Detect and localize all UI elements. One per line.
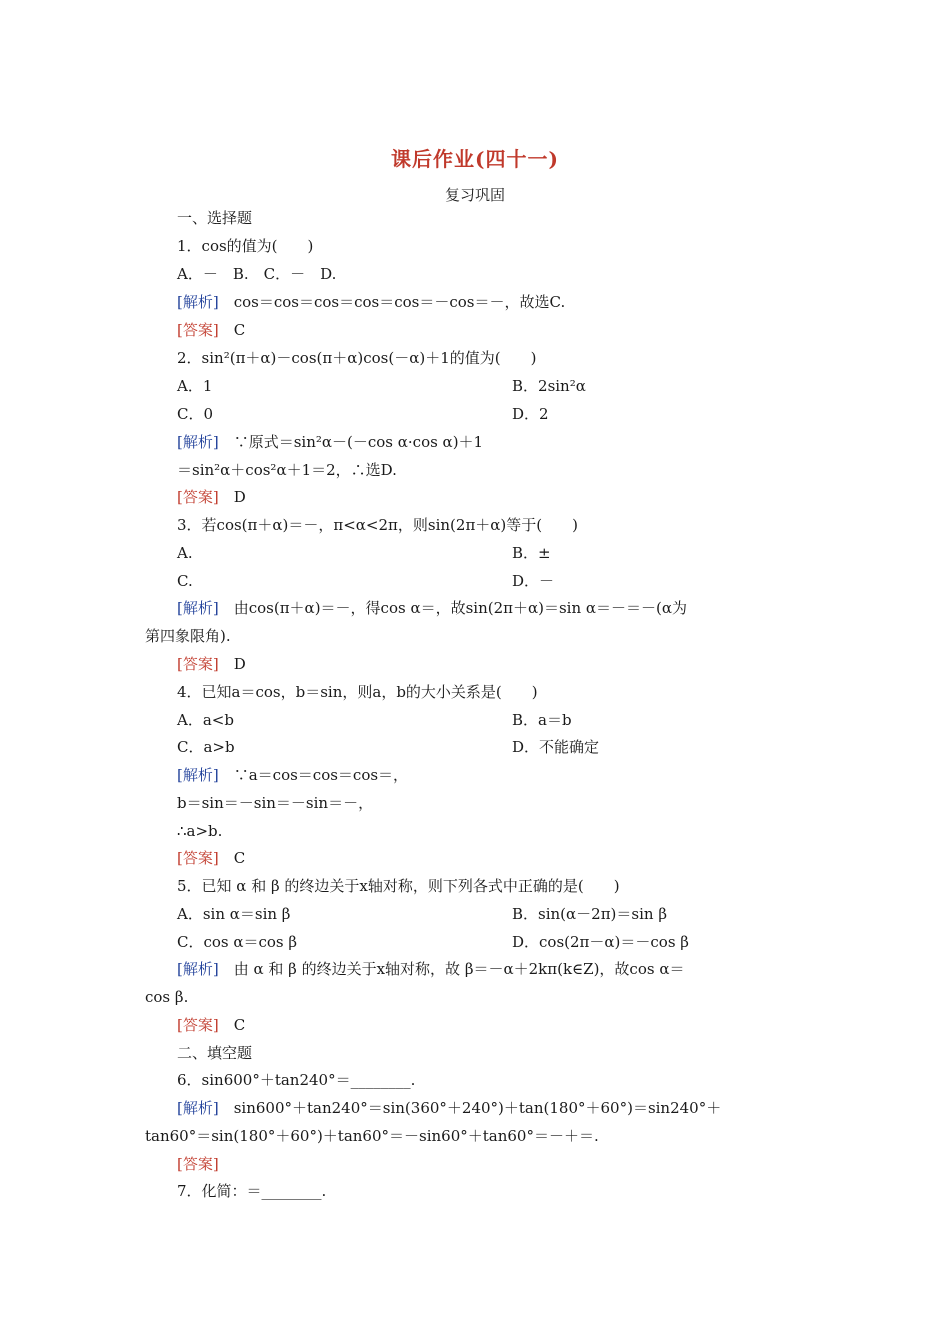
q2-option-b: B．2sin²α bbox=[512, 377, 586, 395]
analysis-tag: [解析] bbox=[177, 599, 219, 617]
analysis-tag: [解析] bbox=[177, 766, 219, 784]
q4-analysis bbox=[177, 765, 408, 785]
q7-stem: 7．化简：＝________. bbox=[177, 1182, 327, 1200]
answer-tag: [答案] bbox=[177, 849, 219, 867]
q5-answer bbox=[177, 1015, 245, 1035]
section-heading-fill: 二、填空题 bbox=[177, 1044, 253, 1062]
q5-stem: 5．已知 α 和 β 的终边关于x轴对称，则下列各式中正确的是( ) bbox=[177, 877, 620, 895]
q6-answer bbox=[177, 1154, 219, 1174]
q3-answer-text: D bbox=[218, 655, 246, 673]
q3-analysis bbox=[177, 598, 687, 618]
q4-answer bbox=[177, 848, 245, 868]
q1-answer bbox=[177, 320, 245, 340]
q2-stem: 2．sin²(π＋α)－cos(π＋α)cos(－α)＋1的值为( ) bbox=[177, 349, 537, 367]
q5-option-a: A．sin α＝sin β bbox=[177, 905, 291, 923]
q1-analysis-text: cos＝cos＝cos＝cos＝cos＝－cos＝－，故选C. bbox=[218, 293, 566, 311]
q2-option-c: C．0 bbox=[177, 405, 214, 423]
q4-option-a: A．a<b bbox=[177, 711, 234, 729]
answer-tag: [答案] bbox=[177, 1155, 219, 1173]
q5-option-b: B．sin(α－2π)＝sin β bbox=[512, 905, 668, 923]
q6-analysis-line2: tan60°＝sin(180°＋60°)＋tan60°＝－sin60°＋tan60°＝－＋＝. bbox=[145, 1127, 599, 1145]
q5-option-c: C．cos α＝cos β bbox=[177, 933, 298, 951]
q4-analysis-text: ∵a＝cos＝cos＝cos＝， bbox=[218, 766, 409, 784]
answer-tag: [答案] bbox=[177, 655, 219, 673]
q2-analysis-line2: ＝sin²α＋cos²α＋1＝2，∴选D. bbox=[177, 461, 397, 479]
page-subtitle: 复习巩固 bbox=[444, 186, 505, 204]
q4-option-c: C．a>b bbox=[177, 738, 235, 756]
q5-analysis-text: 由 α 和 β 的终边关于x轴对称，故 β＝－α＋2kπ(k∈Z)，故cos α＝ bbox=[218, 960, 685, 978]
q1-answer-text: C bbox=[218, 321, 246, 339]
analysis-tag: [解析] bbox=[177, 293, 219, 311]
q3-analysis-text: 由cos(π＋α)＝－，得cos α＝，故sin(2π＋α)＝sin α＝－＝－(α为 bbox=[218, 599, 687, 617]
q5-answer-text: C bbox=[218, 1016, 246, 1034]
q4-analysis-line3: ∴a>b. bbox=[177, 822, 223, 840]
q3-analysis-line2: 第四象限角). bbox=[145, 627, 231, 645]
q2-analysis-text: ∵原式＝sin²α－(－cos α·cos α)＋1 bbox=[218, 433, 484, 451]
q1-analysis bbox=[177, 292, 565, 312]
q5-option-d: D．cos(2π－α)＝－cos β bbox=[512, 933, 689, 951]
answer-tag: [答案] bbox=[177, 321, 219, 339]
q3-option-b: B．± bbox=[512, 544, 551, 562]
q4-answer-text: C bbox=[218, 849, 246, 867]
q6-analysis-text: sin600°＋tan240°＝sin(360°＋240°)＋tan(180°＋60°)＝sin240°＋ bbox=[218, 1099, 722, 1117]
q5-analysis bbox=[177, 959, 684, 979]
analysis-tag: [解析] bbox=[177, 433, 219, 451]
q4-stem: 4．已知a＝cos，b＝sin，则a，b的大小关系是( ) bbox=[177, 683, 538, 701]
q5-analysis-line2: cos β. bbox=[145, 988, 189, 1006]
q6-analysis bbox=[177, 1098, 721, 1118]
q3-option-a: A. bbox=[177, 544, 193, 562]
answer-tag: [答案] bbox=[177, 488, 219, 506]
q4-option-b: B．a＝b bbox=[512, 711, 572, 729]
page-title: 课后作业(四十一) bbox=[391, 147, 559, 171]
q2-option-a: A．1 bbox=[177, 377, 213, 395]
q3-stem: 3．若cos(π＋α)＝－，π<α<2π，则sin(2π＋α)等于( ) bbox=[177, 516, 578, 534]
q3-option-c: C. bbox=[177, 572, 193, 590]
section-heading-choice: 一、选择题 bbox=[177, 209, 253, 227]
analysis-tag: [解析] bbox=[177, 1099, 219, 1117]
q1-stem: 1．cos的值为( ) bbox=[177, 237, 314, 255]
q4-analysis-line2: b＝sin＝－sin＝－sin＝－， bbox=[177, 794, 374, 812]
answer-tag: [答案] bbox=[177, 1016, 219, 1034]
q4-option-d: D．不能确定 bbox=[512, 738, 600, 756]
q3-option-d: D．－ bbox=[512, 572, 555, 590]
q2-answer-text: D bbox=[218, 488, 246, 506]
q2-analysis bbox=[177, 432, 483, 452]
q1-options: A．－ B. C．－ D. bbox=[177, 265, 337, 283]
q2-answer bbox=[177, 487, 246, 507]
analysis-tag: [解析] bbox=[177, 960, 219, 978]
q3-answer bbox=[177, 654, 246, 674]
q6-stem: 6．sin600°＋tan240°＝________. bbox=[177, 1071, 416, 1089]
q2-option-d: D．2 bbox=[512, 405, 549, 423]
